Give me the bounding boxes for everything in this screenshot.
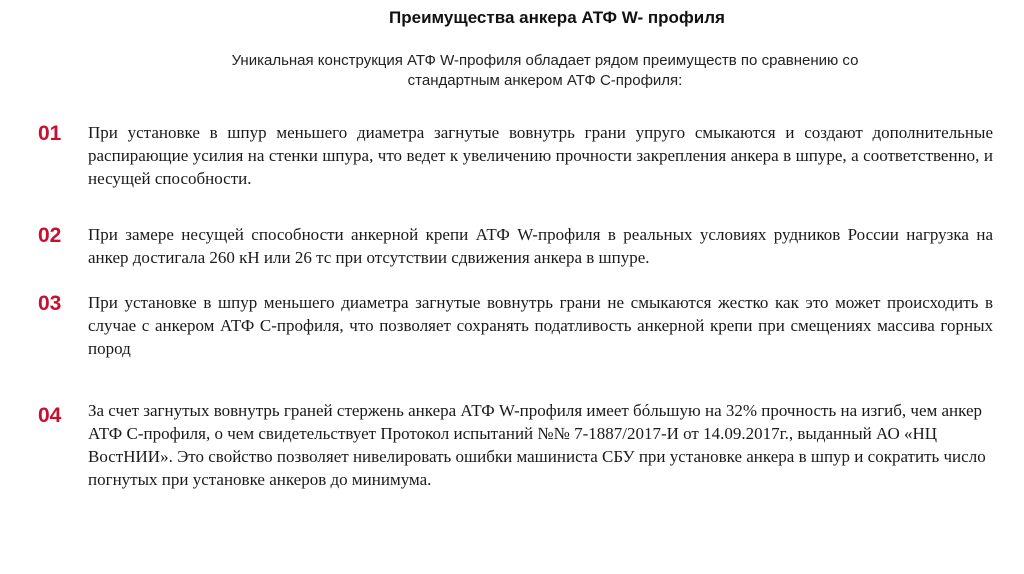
item-number: 03 bbox=[38, 292, 62, 315]
item-number: 04 bbox=[38, 404, 62, 427]
item-text: При установке в шпур меньшего диаметра загнутые вовнутрь грани упруго смыкаются и создают дополнительные распирающие усилия на стенки шпура, что ведет к увеличению прочности закрепления анкера в шпуре, а соответственно, и несущей способности. bbox=[88, 123, 993, 188]
item-text: За счет загнутых вовнутрь граней стержень анкера АТФ W-профиля имеет бóльшую на 32% прочность на изгиб, чем анкер АТФ С-профиля, о чем свидетельствует Протокол испытаний №№ 7-1887/2017-И от 14.09.2017г., выданный АО «НЦ ВостНИИ». Это свойство позволяет нивелировать ошибки машиниста СБУ при установке анкера в шпур и сократить число погнутых при установке анкеров до минимума. bbox=[88, 401, 986, 489]
item-number: 02 bbox=[38, 224, 62, 247]
item-text: При замере несущей способности анкерной крепи АТФ W-профиля в реальных условиях рудников России нагрузка на анкер достигала 260 кН или 26 тс при отсутствии сдвижения анкера в шпуре. bbox=[88, 225, 993, 267]
subtitle-line-2: стандартным анкером АТФ С-профиля: bbox=[407, 72, 683, 89]
item-number: 01 bbox=[38, 122, 62, 145]
item-text: При установке в шпур меньшего диаметра загнутые вовнутрь грани не смыкаются жестко как это может происходить в случае с анкером АТФ С-профиля, что позволяет сохранять податливость анкерной крепи при смещениях массива горных пород bbox=[88, 293, 993, 358]
page-subtitle bbox=[150, 51, 940, 91]
subtitle-line-1: Уникальная конструкция АТФ W-профиля обладает рядом преимуществ по сравнению со bbox=[231, 52, 859, 69]
page-title: Преимущества анкера АТФ W- профиля bbox=[389, 8, 725, 27]
